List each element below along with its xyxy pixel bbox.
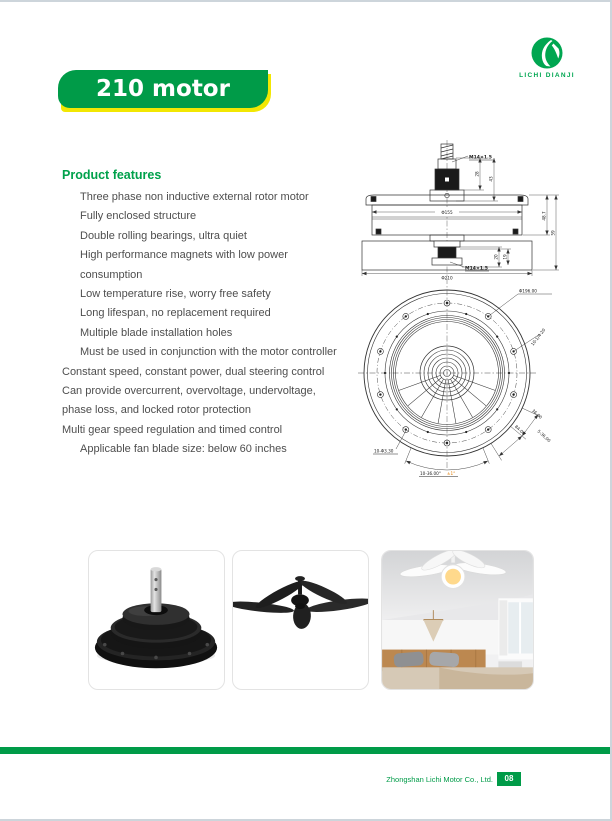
- dim-thread-top: M14×1.5: [469, 155, 492, 161]
- motor-product-photo: [89, 551, 224, 689]
- dim-20: 20: [493, 254, 499, 260]
- motor-photo-card: [88, 550, 225, 690]
- dim-thread-bottom: M14×1.5: [465, 266, 488, 272]
- feature-line: Multi gear speed regulation and timed control: [62, 423, 283, 436]
- side-view: [362, 144, 559, 276]
- dim-angle: 10-36.00°: [420, 471, 441, 476]
- footer-green-bar: [0, 747, 610, 754]
- dim-5-36: 5-36.00: [536, 428, 552, 444]
- feature-line: Applicable fan blade size: below 60 inches: [80, 443, 287, 456]
- feature-line: Constant speed, constant power, dual steering control: [62, 365, 325, 378]
- dim-19: 19: [502, 254, 508, 260]
- dim-bolt-circle: Φ196.00: [519, 288, 537, 294]
- dim-59: 59: [550, 230, 556, 236]
- feature-line: consumption: [80, 268, 143, 281]
- feature-line: High performance magnets with low power: [80, 249, 288, 262]
- footer-company-name: Zhongshan Lichi Motor Co., Ltd.: [386, 775, 493, 784]
- company-logo: [502, 36, 592, 79]
- feature-line: Multiple blade installation holes: [80, 326, 233, 339]
- lichi-logo-icon: [530, 36, 564, 70]
- room-photo-card: [381, 550, 534, 690]
- dim-thread-holes: 10-1/4-20: [529, 327, 547, 347]
- feature-line: Three phase non inductive external rotor motor: [80, 191, 309, 203]
- page-top-edge: [0, 0, 612, 2]
- logo-caption: LICHI DIANJI: [519, 72, 575, 79]
- ceiling-fan-product-photo: [233, 551, 368, 689]
- feature-line: Fully enclosed structure: [80, 210, 197, 223]
- features-heading: Product features: [62, 168, 162, 182]
- motor-technical-drawing: [346, 134, 582, 486]
- dim-84: 84.00: [513, 424, 527, 436]
- feature-line: phase loss, and locked rotor protection: [62, 404, 251, 417]
- feature-line: Long lifespan, no replacement required: [80, 307, 271, 320]
- front-view: [358, 290, 552, 470]
- feature-line: Can provide overcurrent, overvoltage, undervoltage,: [62, 385, 316, 398]
- dim-36: 36.00: [530, 408, 544, 420]
- dim-angle-tolerance: ±1°: [447, 471, 456, 476]
- page-number-badge: 08: [497, 772, 521, 786]
- feature-line: Must be used in conjunction with the motor controller: [80, 346, 337, 359]
- page-title: 210 motor: [58, 70, 268, 108]
- dim-43: 43: [488, 176, 494, 182]
- dim-48-7: 48.7: [541, 211, 547, 221]
- feature-line: Double rolling bearings, ultra quiet: [80, 229, 247, 242]
- dim-small-holes: 10-Φ3.30: [374, 448, 394, 454]
- dim-28: 28: [474, 171, 480, 177]
- dim-body-diameter: Φ155: [441, 210, 453, 215]
- feature-line: Low temperature rise, worry free safety: [80, 288, 271, 301]
- features-list: [62, 188, 382, 460]
- dim-flange-diameter: Φ210: [441, 275, 453, 281]
- ceiling-fan-photo-card: [232, 550, 369, 690]
- bedroom-scene-photo: [382, 551, 533, 689]
